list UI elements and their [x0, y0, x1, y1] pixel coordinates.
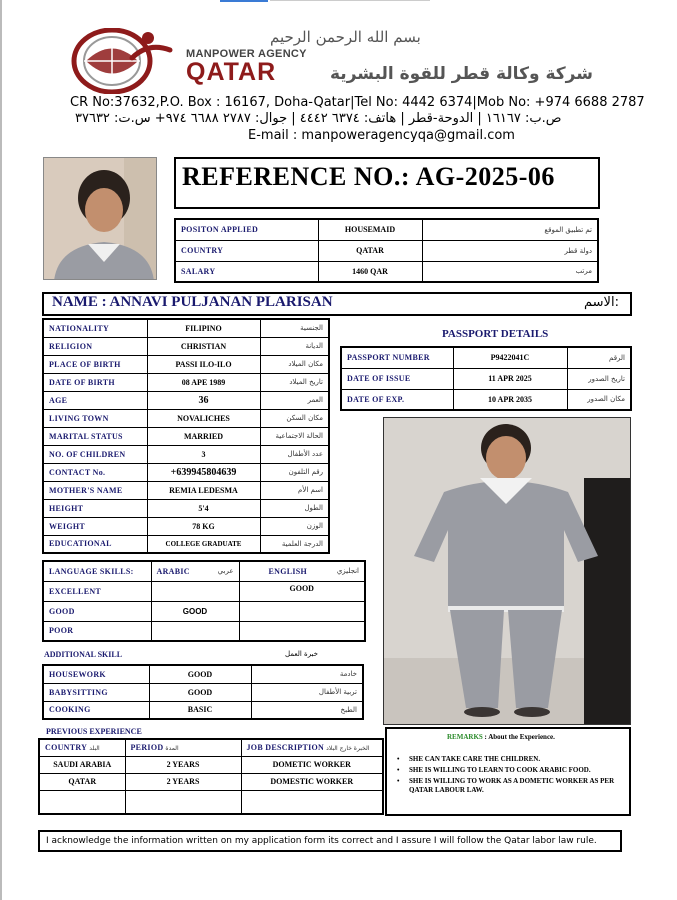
- table-row: [43, 319, 329, 337]
- period-column-header: [125, 739, 241, 756]
- country-column-label-ar: البلد: [89, 745, 100, 753]
- table-cell: FILIPINO: [147, 319, 260, 337]
- job-column-header: [241, 739, 383, 756]
- language-skills-table: [42, 560, 366, 642]
- table-cell: GOOD: [43, 601, 151, 621]
- table-cell: PASSPORT NUMBER: [341, 347, 453, 368]
- table-cell: HEIGHT: [43, 499, 147, 517]
- language-header: LANGUAGE SKILLS:: [43, 561, 151, 581]
- table-cell: DOMESTIC WORKER: [241, 773, 383, 790]
- table-cell: NOVALICHES: [147, 409, 260, 427]
- top-divider: [270, 0, 430, 1]
- table-cell: EDUCATIONAL: [43, 535, 147, 553]
- applicant-name-ar: الاسم:: [584, 295, 619, 310]
- table-cell: [151, 581, 239, 601]
- table-row: [175, 240, 598, 261]
- table-cell: تربية الأطفال: [251, 683, 363, 701]
- agency-top-label: MANPOWER AGENCY: [186, 48, 307, 60]
- table-cell: P9422041C: [453, 347, 567, 368]
- table-cell: BASIC: [149, 701, 251, 719]
- table-row: [43, 391, 329, 409]
- english-label-ar: انجليزي: [336, 566, 359, 575]
- table-cell: [151, 621, 239, 641]
- arabic-label: ARABIC: [156, 566, 190, 576]
- table-cell: تاريخ الصدور: [567, 368, 631, 389]
- email-line: E-mail : manpoweragencyqa@gmail.com: [248, 128, 515, 143]
- table-cell: MARRIED: [147, 427, 260, 445]
- table-cell: EXCELLENT: [43, 581, 151, 601]
- table-row: [43, 355, 329, 373]
- table-cell: DATE OF ISSUE: [341, 368, 453, 389]
- personal-details-table: [42, 318, 330, 554]
- table-cell: الطول: [260, 499, 329, 517]
- table-cell: 2 YEARS: [125, 773, 241, 790]
- table-cell: 2 YEARS: [125, 756, 241, 773]
- table-row: [43, 683, 363, 701]
- country-ar: دولة قطر: [422, 240, 598, 261]
- table-cell: الوزن: [260, 517, 329, 535]
- country-value: QATAR: [318, 240, 422, 261]
- table-cell: DATE OF BIRTH: [43, 373, 147, 391]
- table-row: [39, 773, 383, 790]
- previous-experience-title: PREVIOUS EXPERIENCE: [46, 727, 142, 736]
- contact-line-en: CR No:37632,P.O. Box : 16167, Doha-Qatar|Tel No: 4442 6374|Mob No: +974 6688 2787: [70, 95, 645, 110]
- applicant-photo-full: [383, 417, 631, 725]
- table-row: [39, 739, 383, 756]
- agency-main-label: QATAR: [186, 58, 277, 86]
- table-cell: NATIONALITY: [43, 319, 147, 337]
- basmala-calligraphy: بسم الله الرحمن الرحيم: [270, 28, 421, 46]
- remarks-list: [397, 755, 627, 797]
- agency-logo: [70, 28, 174, 94]
- table-cell: مكان السكن: [260, 409, 329, 427]
- table-cell: تاريخ الميلاد: [260, 373, 329, 391]
- table-cell: PLACE OF BIRTH: [43, 355, 147, 373]
- table-row: [43, 445, 329, 463]
- top-accent-bar: [220, 0, 268, 2]
- table-cell: PASSI ILO-ILO: [147, 355, 260, 373]
- acknowledgement-text: I acknowledge the information written on my application form its correct and I assure I will follow the Qatar labor law rule.: [46, 836, 597, 846]
- position-label: POSITON APPLIED: [175, 219, 318, 240]
- table-cell: DATE OF EXP.: [341, 389, 453, 410]
- table-cell: MARITAL STATUS: [43, 427, 147, 445]
- remarks-title: [447, 733, 555, 741]
- table-cell: GOOD: [151, 601, 239, 621]
- table-cell: QATAR: [39, 773, 125, 790]
- table-cell: 78 KG: [147, 517, 260, 535]
- english-label: ENGLISH: [268, 566, 308, 576]
- passport-title: PASSPORT DETAILS: [442, 328, 549, 340]
- table-cell: MOTHER'S NAME: [43, 481, 147, 499]
- table-row: [43, 601, 365, 621]
- table-cell: 10 APR 2035: [453, 389, 567, 410]
- table-cell: CHRISTIAN: [147, 337, 260, 355]
- left-border: [0, 0, 2, 900]
- table-row: [43, 621, 365, 641]
- remarks-label: REMARKS: [447, 733, 483, 741]
- table-cell: الطبخ: [251, 701, 363, 719]
- table-cell: RELIGION: [43, 337, 147, 355]
- table-row: [175, 261, 598, 282]
- salary-value: 1460 QAR: [318, 261, 422, 282]
- table-cell: مكان الصدور: [567, 389, 631, 410]
- applicant-photo-small: [43, 157, 157, 280]
- table-cell: GOOD: [149, 665, 251, 683]
- table-row: [39, 756, 383, 773]
- table-cell: [125, 790, 241, 814]
- table-cell: +639945804639: [147, 463, 260, 481]
- table-row: [43, 665, 363, 683]
- table-cell: WEIGHT: [43, 517, 147, 535]
- table-cell: [239, 601, 365, 621]
- period-column-label: PERIOD: [130, 743, 164, 753]
- table-cell: GOOD: [239, 581, 365, 601]
- acknowledgement-box: [38, 830, 622, 852]
- table-cell: الحالة الاجتماعية: [260, 427, 329, 445]
- table-cell: خادمة: [251, 665, 363, 683]
- table-cell: DOMETIC WORKER: [241, 756, 383, 773]
- country-column-header: [39, 739, 125, 756]
- remarks-subtitle: : About the Experience.: [484, 733, 555, 741]
- additional-skill-table: [42, 664, 364, 720]
- table-row: [43, 409, 329, 427]
- job-column-label-ar: الخبرة خارج البلاد: [326, 745, 370, 753]
- table-cell: رقم التلفون: [260, 463, 329, 481]
- passport-table: [340, 346, 632, 411]
- table-row: [43, 535, 329, 553]
- contact-line-ar: ص.ب: ١٦١٦٧ | الدوحة-قطر | هاتف: ٦٣٧٤ ٤٤٤٢ | جوال: ٢٧٨٧ ٦٦٨٨ ٩٧٤+ س.ت: ٣٧٦٣٢: [75, 111, 562, 126]
- table-cell: HOUSEWORK: [43, 665, 149, 683]
- table-cell: الجنسية: [260, 319, 329, 337]
- language-english-header: [239, 561, 365, 581]
- table-row: [341, 389, 631, 410]
- table-cell: [241, 790, 383, 814]
- salary-label: SALARY: [175, 261, 318, 282]
- table-row: [43, 581, 365, 601]
- table-cell: 11 APR 2025: [453, 368, 567, 389]
- position-value: HOUSEMAID: [318, 219, 422, 240]
- table-cell: BABYSITTING: [43, 683, 149, 701]
- table-cell: COOKING: [43, 701, 149, 719]
- table-row: [39, 790, 383, 814]
- arabic-label-ar: عربي: [217, 566, 234, 575]
- table-row: [43, 499, 329, 517]
- table-cell: GOOD: [149, 683, 251, 701]
- applicant-name: NAME : ANNAVI PULJANAN PLARISAN: [52, 294, 333, 310]
- table-row: [43, 337, 329, 355]
- table-cell: اسم الأم: [260, 481, 329, 499]
- salary-ar: مرتب: [422, 261, 598, 282]
- table-row: [43, 561, 365, 581]
- table-cell: NO. OF CHILDREN: [43, 445, 147, 463]
- table-cell: مكان الميلاد: [260, 355, 329, 373]
- table-cell: COLLEGE GRADUATE: [147, 535, 260, 553]
- table-cell: 36: [147, 391, 260, 409]
- table-row: [175, 219, 598, 240]
- table-cell: AGE: [43, 391, 147, 409]
- agency-arabic-name: شركة وكالة قطر للقوة البشرية: [330, 64, 593, 84]
- table-row: [43, 517, 329, 535]
- table-cell: REMIA LEDESMA: [147, 481, 260, 499]
- language-arabic-header: [151, 561, 239, 581]
- list-item: • SHE IS WILLING TO WORK AS A DOMETIC WORKER AS PER QATAR LABOUR LAW.: [397, 777, 627, 795]
- table-cell: الديانة: [260, 337, 329, 355]
- additional-skill-title-ar: خبرة العمل: [285, 650, 318, 658]
- table-row: [43, 701, 363, 719]
- table-cell: الدرجة العلمية: [260, 535, 329, 553]
- table-row: [43, 481, 329, 499]
- position-ar: تم تطبيق الموقع: [422, 219, 598, 240]
- table-cell: الرقم: [567, 347, 631, 368]
- table-row: [43, 427, 329, 445]
- table-cell: CONTACT No.: [43, 463, 147, 481]
- table-row: [43, 463, 329, 481]
- table-cell: LIVING TOWN: [43, 409, 147, 427]
- table-cell: [239, 621, 365, 641]
- table-cell: عدد الأطفال: [260, 445, 329, 463]
- table-cell: POOR: [43, 621, 151, 641]
- country-column-label: COUNTRY: [45, 743, 88, 753]
- list-item: • SHE IS WILLING TO LEARN TO COOK ARABIC FOOD.: [397, 766, 627, 775]
- table-cell: 08 APE 1989: [147, 373, 260, 391]
- reference-number: REFERENCE NO.: AG-2025-06: [182, 162, 555, 191]
- list-item: • SHE CAN TAKE CARE THE CHILDREN.: [397, 755, 627, 764]
- table-cell: [39, 790, 125, 814]
- experience-table: [38, 738, 384, 815]
- position-table: [174, 218, 599, 283]
- remarks-box: [385, 727, 631, 816]
- job-column-label: JOB DESCRIPTION: [246, 743, 325, 753]
- table-cell: العمر: [260, 391, 329, 409]
- table-row: [341, 368, 631, 389]
- table-cell: 3: [147, 445, 260, 463]
- table-cell: SAUDI ARABIA: [39, 756, 125, 773]
- table-cell: 5'4: [147, 499, 260, 517]
- country-label: COUNTRY: [175, 240, 318, 261]
- table-row: [43, 373, 329, 391]
- additional-skill-title: ADDITIONAL SKILL: [44, 650, 123, 659]
- table-row: [341, 347, 631, 368]
- period-column-label-ar: المدة: [165, 745, 179, 753]
